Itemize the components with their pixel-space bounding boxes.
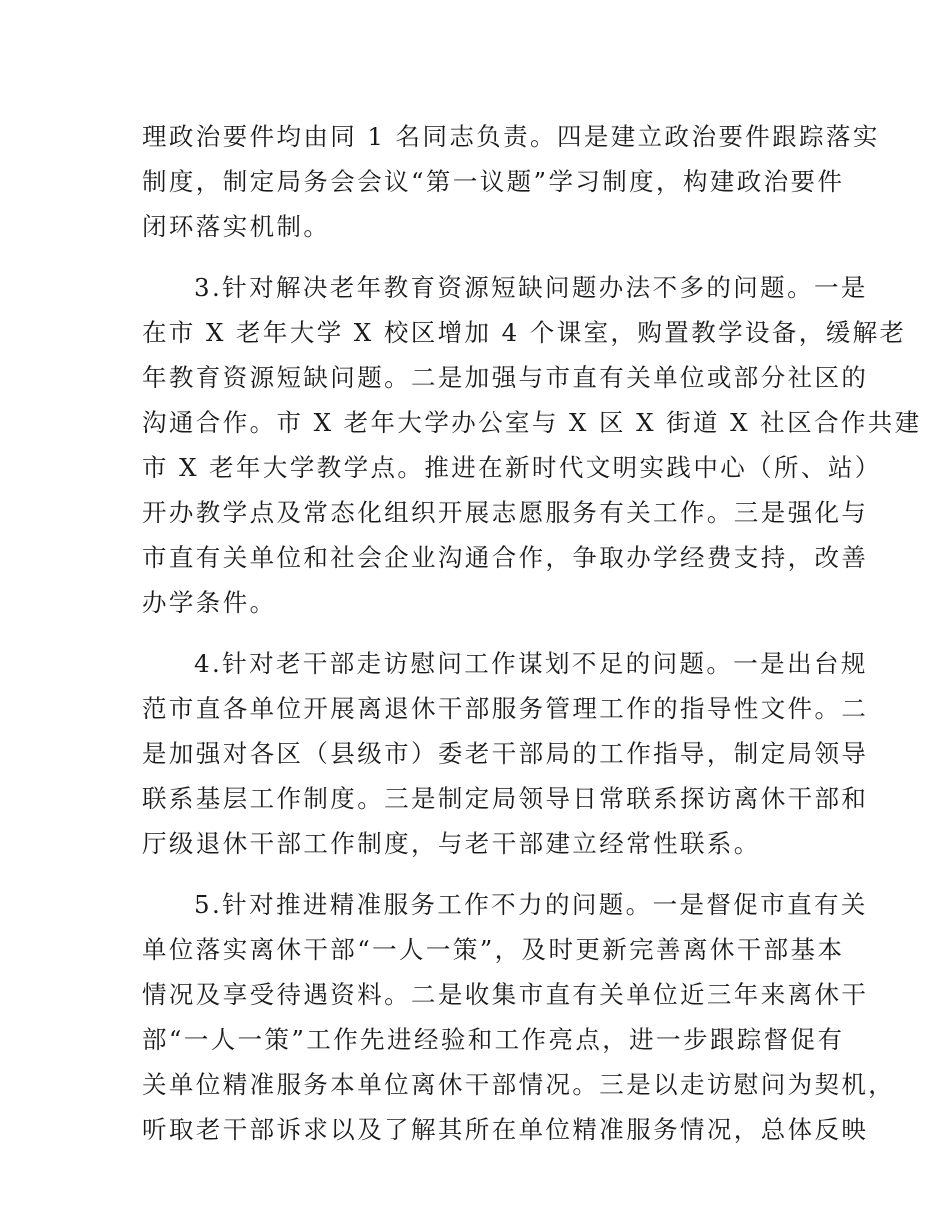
text-line: 4.针对老干部走访慰问工作谋划不足的问题。一是出台规 xyxy=(194,649,868,678)
text-line: 市直有关单位和社会企业沟通合作，争取办学经费支持，改善 xyxy=(142,543,869,572)
text-line: 制度，制定局务会会议“第一议题”学习制度，构建政治要件 xyxy=(142,167,845,196)
text-line: 听取老干部诉求以及了解其所在单位精准服务情况，总体反映 xyxy=(142,1115,869,1144)
text-line: 范市直各单位开展离退休干部服务管理工作的指导性文件。二 xyxy=(142,694,869,723)
paragraph-gap xyxy=(142,866,822,882)
paragraph-item-4 xyxy=(142,641,869,866)
text-line: 5.针对推进精准服务工作不力的问题。一是督促市直有关 xyxy=(194,890,868,919)
text-line: 是加强对各区（县级市）委老干部局的工作指导，制定局领导 xyxy=(142,739,869,768)
document-body xyxy=(142,114,922,1152)
text-line: 3.针对解决老年教育资源短缺问题办法不多的问题。一是 xyxy=(194,273,868,302)
text-line: 厅级退休干部工作制度，与老干部建立经常性联系。 xyxy=(142,829,761,858)
text-line: 情况及享受待遇资料。二是收集市直有关单位近三年来离休干 xyxy=(142,980,869,1009)
paragraph-item-5 xyxy=(142,882,896,1152)
text-line: 开办教学点及常态化组织开展志愿服务有关工作。三是强化与 xyxy=(142,498,869,527)
text-line: 闭环落实机制。 xyxy=(142,212,331,241)
text-line: 单位落实离休干部“一人一策”，及时更新完善离休干部基本 xyxy=(142,935,845,964)
paragraph-continuation xyxy=(142,114,880,249)
text-line: 理政治要件均由同 1 名同志负责。四是建立政治要件跟踪落实 xyxy=(142,122,880,151)
text-line: 联系基层工作制度。三是制定局领导日常联系探访离休干部和 xyxy=(142,784,869,813)
paragraph-gap xyxy=(142,625,822,641)
text-line: 部“一人一策”工作先进经验和工作亮点，进一步跟踪督促有 xyxy=(142,1025,845,1054)
text-line: 在市 X 老年大学 X 校区增加 4 个课室，购置教学设备，缓解老 xyxy=(142,318,907,347)
paragraph-gap xyxy=(142,249,822,265)
text-line: 沟通合作。市 X 老年大学办公室与 X 区 X 街道 X 社区合作共建 xyxy=(142,408,922,437)
text-line: 年教育资源短缺问题。二是加强与市直有关单位或部分社区的 xyxy=(142,363,869,392)
text-line: 办学条件。 xyxy=(142,588,277,617)
paragraph-item-3 xyxy=(142,265,922,625)
text-line: 关单位精准服务本单位离休干部情况。三是以走访慰问为契机， xyxy=(142,1070,896,1099)
text-line: 市 X 老年大学教学点。推进在新时代文明实践中心（所、站） xyxy=(142,453,882,482)
